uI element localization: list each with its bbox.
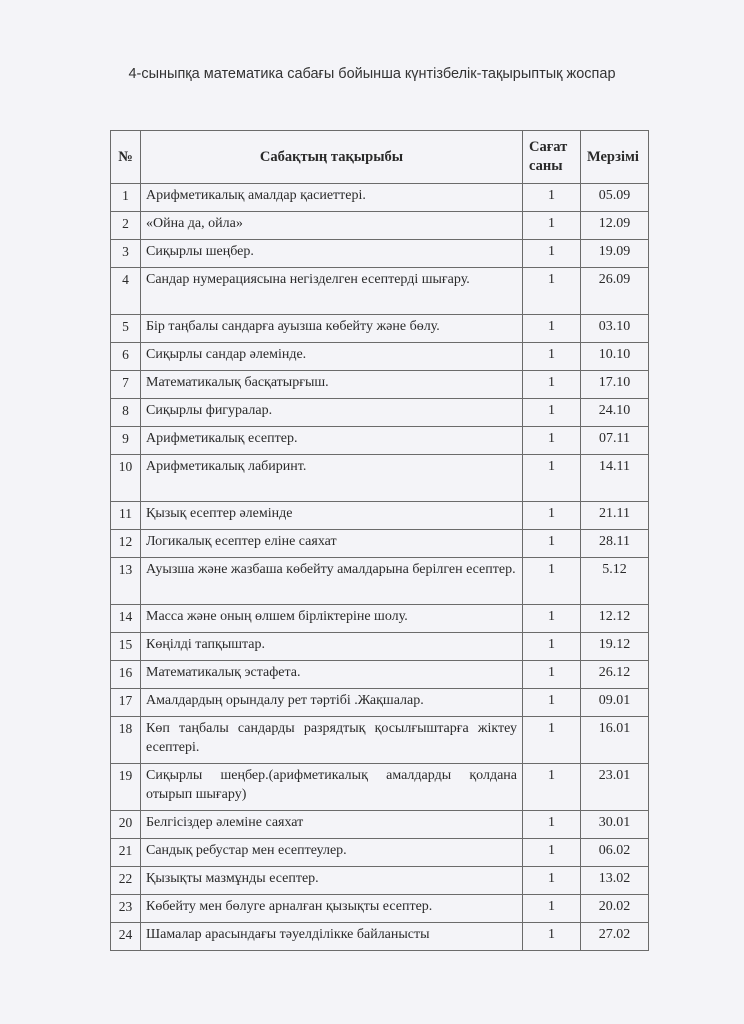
row-topic: «Ойна да, ойла» <box>141 212 523 240</box>
row-number: 4 <box>111 268 141 315</box>
row-date: 27.02 <box>581 923 649 951</box>
row-number: 22 <box>111 867 141 895</box>
row-hours: 1 <box>523 839 581 867</box>
row-hours: 1 <box>523 633 581 661</box>
row-number: 15 <box>111 633 141 661</box>
table-row <box>111 811 649 839</box>
row-number: 5 <box>111 315 141 343</box>
row-hours: 1 <box>523 502 581 530</box>
table-row <box>111 717 649 764</box>
header-hours: Сағат саны <box>523 131 581 184</box>
row-topic: Қызық есептер әлемінде <box>141 502 523 530</box>
document-title: 4-сыныпқа математика сабағы бойынша күнтізбелік-тақырыптық жоспар <box>128 66 616 82</box>
row-date: 23.01 <box>581 764 649 811</box>
row-number: 12 <box>111 530 141 558</box>
header-date: Мерзімі <box>581 131 649 184</box>
row-topic: Бір таңбалы сандарға ауызша көбейту және бөлу. <box>141 315 523 343</box>
row-topic: Шамалар арасындағы тәуелділікке байланысты <box>141 923 523 951</box>
row-date: 05.09 <box>581 184 649 212</box>
table-row <box>111 895 649 923</box>
row-hours: 1 <box>523 764 581 811</box>
row-date: 24.10 <box>581 399 649 427</box>
row-hours: 1 <box>523 315 581 343</box>
row-number: 21 <box>111 839 141 867</box>
row-number: 13 <box>111 558 141 605</box>
row-date: 21.11 <box>581 502 649 530</box>
row-topic: Логикалық есептер еліне саяхат <box>141 530 523 558</box>
row-number: 3 <box>111 240 141 268</box>
row-topic: Сиқырлы шеңбер. <box>141 240 523 268</box>
row-number: 19 <box>111 764 141 811</box>
row-number: 11 <box>111 502 141 530</box>
row-topic: Арифметикалық есептер. <box>141 427 523 455</box>
row-number: 20 <box>111 811 141 839</box>
row-hours: 1 <box>523 455 581 502</box>
table-row <box>111 315 649 343</box>
row-hours: 1 <box>523 895 581 923</box>
row-hours: 1 <box>523 867 581 895</box>
row-number: 8 <box>111 399 141 427</box>
row-topic: Сандық ребустар мен есептеулер. <box>141 839 523 867</box>
row-hours: 1 <box>523 371 581 399</box>
row-number: 6 <box>111 343 141 371</box>
row-date: 10.10 <box>581 343 649 371</box>
row-topic: Ауызша және жазбаша көбейту амалдарына берілген есептер. <box>141 558 523 605</box>
lesson-plan-table <box>110 130 649 951</box>
table-row <box>111 661 649 689</box>
table-row <box>111 867 649 895</box>
row-number: 14 <box>111 605 141 633</box>
row-hours: 1 <box>523 343 581 371</box>
row-topic: Көбейту мен бөлуге арналған қызықты есептер. <box>141 895 523 923</box>
table-row <box>111 212 649 240</box>
row-date: 09.01 <box>581 689 649 717</box>
row-hours: 1 <box>523 184 581 212</box>
table-row <box>111 455 649 502</box>
row-topic: Көп таңбалы сандарды разрядтық қосылғыштарға жіктеу есептері. <box>141 717 523 764</box>
row-date: 13.02 <box>581 867 649 895</box>
table-row <box>111 399 649 427</box>
row-date: 07.11 <box>581 427 649 455</box>
row-topic: Сиқырлы шеңбер.(арифметикалық амалдарды қолдана отырып шығару) <box>141 764 523 811</box>
row-hours: 1 <box>523 923 581 951</box>
row-hours: 1 <box>523 558 581 605</box>
row-topic: Сиқырлы фигуралар. <box>141 399 523 427</box>
table-row <box>111 184 649 212</box>
table-row <box>111 633 649 661</box>
row-number: 23 <box>111 895 141 923</box>
table-row <box>111 268 649 315</box>
row-number: 16 <box>111 661 141 689</box>
row-topic: Математикалық басқатырғыш. <box>141 371 523 399</box>
table-row <box>111 923 649 951</box>
row-hours: 1 <box>523 427 581 455</box>
row-topic: Сиқырлы сандар әлемінде. <box>141 343 523 371</box>
row-number: 10 <box>111 455 141 502</box>
row-number: 9 <box>111 427 141 455</box>
row-number: 17 <box>111 689 141 717</box>
table-row <box>111 839 649 867</box>
row-date: 19.12 <box>581 633 649 661</box>
row-date: 03.10 <box>581 315 649 343</box>
row-topic: Сандар нумерациясына негізделген есептерді шығару. <box>141 268 523 315</box>
row-topic: Қызықты мазмұнды есептер. <box>141 867 523 895</box>
table-row <box>111 689 649 717</box>
row-date: 5.12 <box>581 558 649 605</box>
row-date: 28.11 <box>581 530 649 558</box>
row-date: 12.09 <box>581 212 649 240</box>
row-hours: 1 <box>523 661 581 689</box>
table-row <box>111 371 649 399</box>
table-row <box>111 240 649 268</box>
table-row <box>111 530 649 558</box>
table-row <box>111 427 649 455</box>
row-date: 12.12 <box>581 605 649 633</box>
row-hours: 1 <box>523 268 581 315</box>
row-number: 1 <box>111 184 141 212</box>
row-number: 7 <box>111 371 141 399</box>
row-date: 20.02 <box>581 895 649 923</box>
table-header-row <box>111 131 649 184</box>
row-hours: 1 <box>523 605 581 633</box>
row-date: 26.12 <box>581 661 649 689</box>
row-date: 16.01 <box>581 717 649 764</box>
row-topic: Амалдардың орындалу рет тәртібі .Жақшалар. <box>141 689 523 717</box>
row-hours: 1 <box>523 240 581 268</box>
table-row <box>111 343 649 371</box>
row-date: 30.01 <box>581 811 649 839</box>
row-topic: Масса және оның өлшем бірліктеріне шолу. <box>141 605 523 633</box>
row-topic: Көңілді тапқыштар. <box>141 633 523 661</box>
table-row <box>111 605 649 633</box>
header-topic: Сабақтың тақырыбы <box>141 131 523 184</box>
row-hours: 1 <box>523 717 581 764</box>
row-hours: 1 <box>523 212 581 240</box>
row-hours: 1 <box>523 689 581 717</box>
row-topic: Математикалық эстафета. <box>141 661 523 689</box>
row-number: 24 <box>111 923 141 951</box>
row-hours: 1 <box>523 399 581 427</box>
row-topic: Арифметикалық амалдар қасиеттері. <box>141 184 523 212</box>
row-date: 14.11 <box>581 455 649 502</box>
table-row <box>111 502 649 530</box>
row-number: 18 <box>111 717 141 764</box>
row-date: 19.09 <box>581 240 649 268</box>
row-number: 2 <box>111 212 141 240</box>
row-date: 06.02 <box>581 839 649 867</box>
table-row <box>111 558 649 605</box>
header-number: № <box>111 131 141 184</box>
row-hours: 1 <box>523 530 581 558</box>
table-row <box>111 764 649 811</box>
row-date: 26.09 <box>581 268 649 315</box>
row-hours: 1 <box>523 811 581 839</box>
row-date: 17.10 <box>581 371 649 399</box>
row-topic: Арифметикалық лабиринт. <box>141 455 523 502</box>
row-topic: Белгісіздер әлеміне саяхат <box>141 811 523 839</box>
